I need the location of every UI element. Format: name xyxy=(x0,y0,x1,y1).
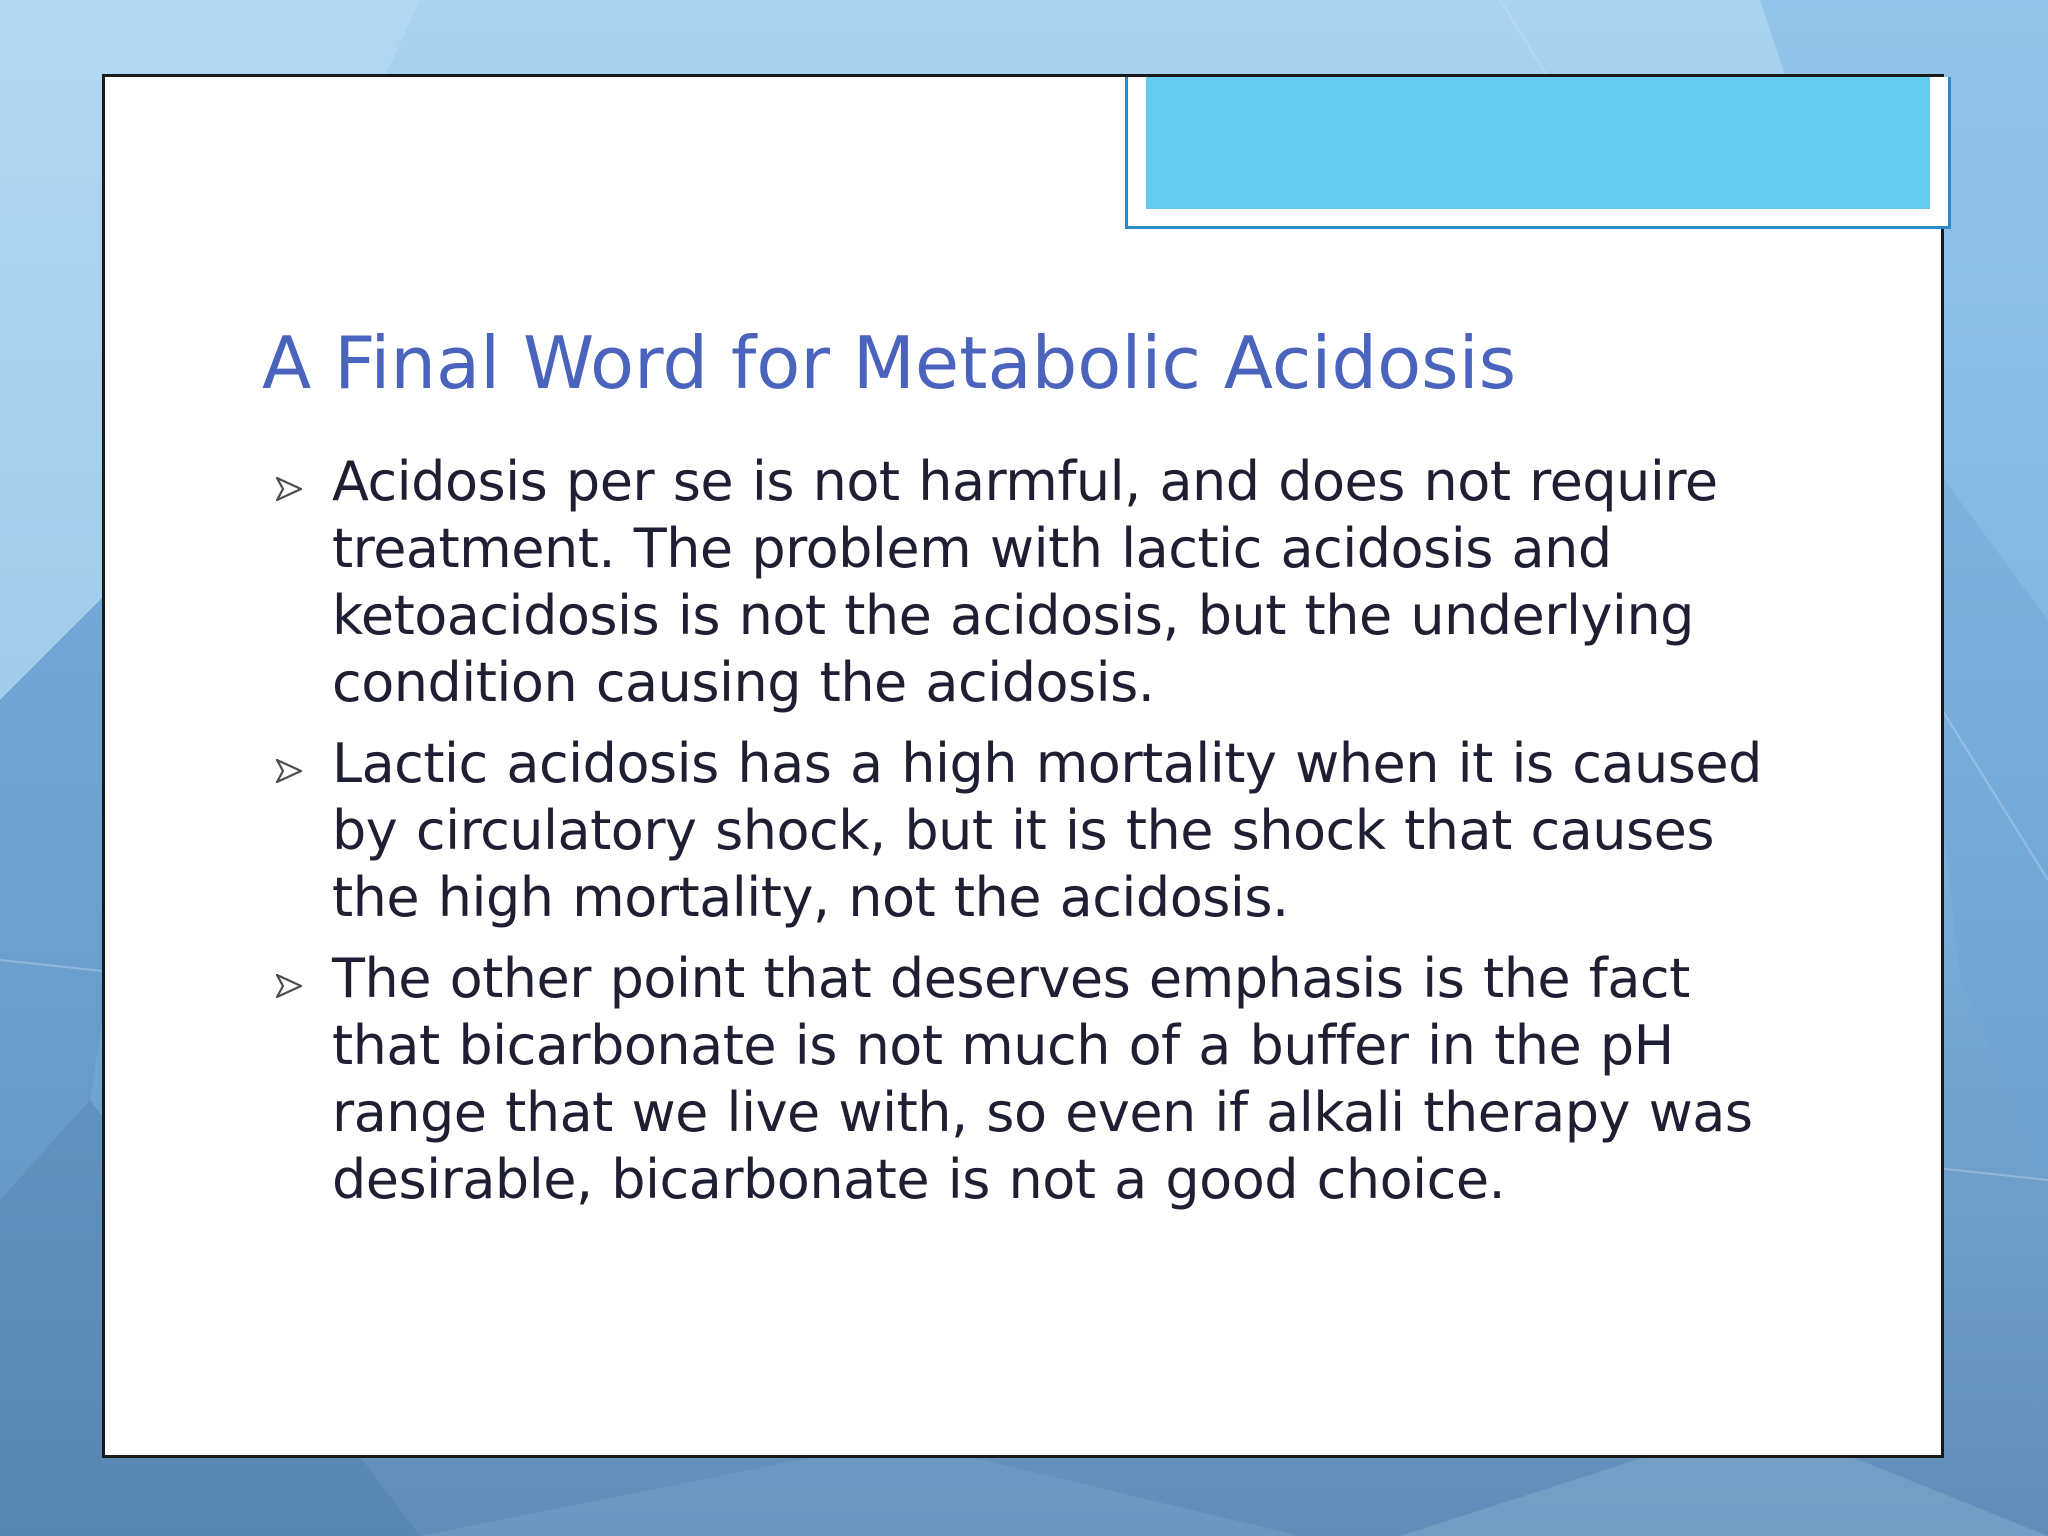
arrowhead-bullet-icon xyxy=(274,474,304,504)
bullet-list xyxy=(272,448,1792,1227)
arrowhead-bullet-icon xyxy=(274,756,304,786)
bullet-text: Acidosis per se is not harmful, and does not require treatment. The problem with lactic acidosis and ketoacidosis is not the acidosis, but the underlying condition causing the acidosis. xyxy=(332,450,1718,714)
bullet-item xyxy=(272,945,1792,1213)
accent-box xyxy=(1125,77,1951,229)
slide-title: A Final Word for Metabolic Acidosis xyxy=(262,321,1517,405)
bullet-text: Lactic acidosis has a high mortality when it is caused by circulatory shock, but it is the shock that causes the high mortality, not the acidosis. xyxy=(332,732,1762,929)
bullet-item xyxy=(272,730,1792,931)
bullet-text: The other point that deserves emphasis is the fact that bicarbonate is not much of a buffer in the pH range that we live with, so even if alkali therapy was desirable, bicarbonate is not a good choice. xyxy=(332,947,1753,1211)
accent-fill xyxy=(1146,77,1930,209)
arrowhead-bullet-icon xyxy=(274,971,304,1001)
bullet-item xyxy=(272,448,1792,716)
